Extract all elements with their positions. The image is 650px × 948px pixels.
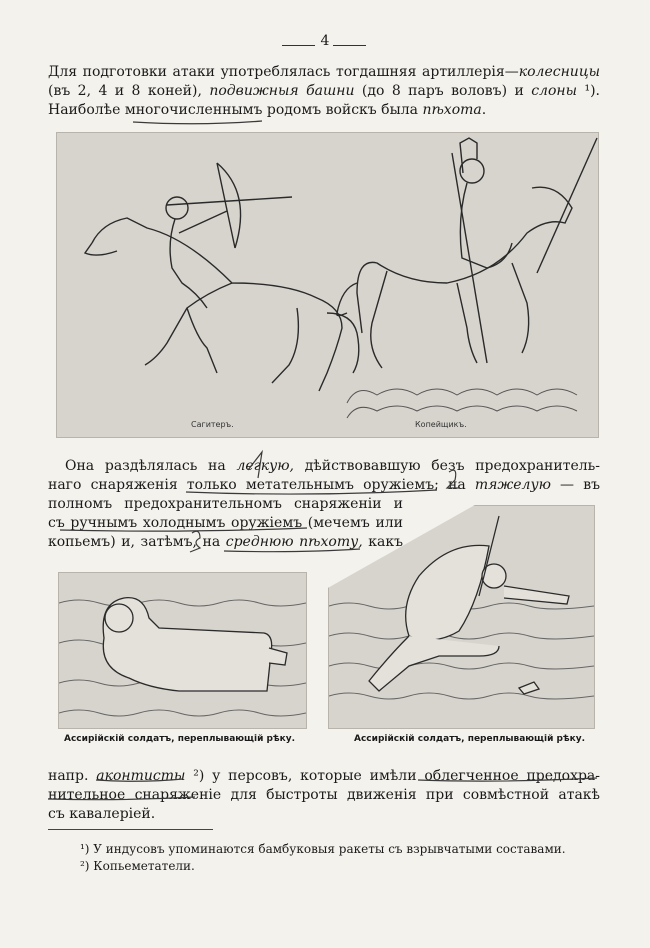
underline-mnogochislennym: [133, 121, 262, 124]
paragraph1-line3: Наиболѣе многочисленнымъ родомъ войскъ была пѣхота.: [48, 102, 487, 118]
paragraph1-line1: Для подготовки атаки употреблялась тогдашняя артиллерія—колесницы: [48, 64, 600, 80]
figure-horsemen: [56, 132, 599, 438]
page-number-rule-right: [333, 45, 366, 46]
paragraph2-line1: Она раздѣлялась на легкую, дѣйствовавшую безъ предохранитель-: [65, 458, 600, 474]
footnote-1: ¹) У индусовъ упоминаются бамбуковыя ракеты съ взрывчатыми составами.: [80, 842, 566, 856]
figure-swimmer-left: [58, 572, 307, 729]
paragraph2-line5: копьемъ) и, затѣмъ, на среднюю пѣхоту, какъ: [48, 534, 403, 550]
horsemen-illustration: [57, 133, 598, 437]
page-number: 4: [320, 33, 330, 49]
swimmer-left-illustration: [59, 573, 306, 728]
caption-sagitter: Сагитеръ.: [191, 420, 234, 429]
caption-kopeishchik: Копейщикъ.: [415, 420, 467, 429]
page-number-rule-left: [282, 45, 315, 46]
paragraph3-line3: съ кавалеріей.: [48, 806, 156, 822]
caption-swimmer-right: Ассирійскій солдатъ, переплывающій рѣку.: [354, 734, 585, 744]
caption-swimmer-left: Ассирійскій солдатъ, переплывающій рѣку.: [64, 734, 295, 744]
paragraph1-line2: (въ 2, 4 и 8 коней), подвижныя башни (до 8 паръ воловъ) и слоны ¹).: [48, 83, 600, 99]
paragraph3-line1: напр. аконтисты ²) у персовъ, которые имѣли облегченное предохра-: [48, 768, 601, 784]
paragraph2-line2: наго снаряженія только метательнымъ оружіемъ; на тяжелую — въ: [48, 477, 600, 493]
paragraph3-line2: нительное снаряженіе для быстроты движенія при совмѣстной атакѣ: [48, 787, 600, 803]
footnote-2: ²) Копьеметатели.: [80, 859, 195, 873]
paragraph2-line3: полномъ предохранительномъ снаряженіи и: [48, 496, 403, 512]
footnote-rule: [48, 829, 213, 830]
paragraph2-line4: съ ручнымъ холоднымъ оружіемъ (мечемъ или: [48, 515, 403, 531]
